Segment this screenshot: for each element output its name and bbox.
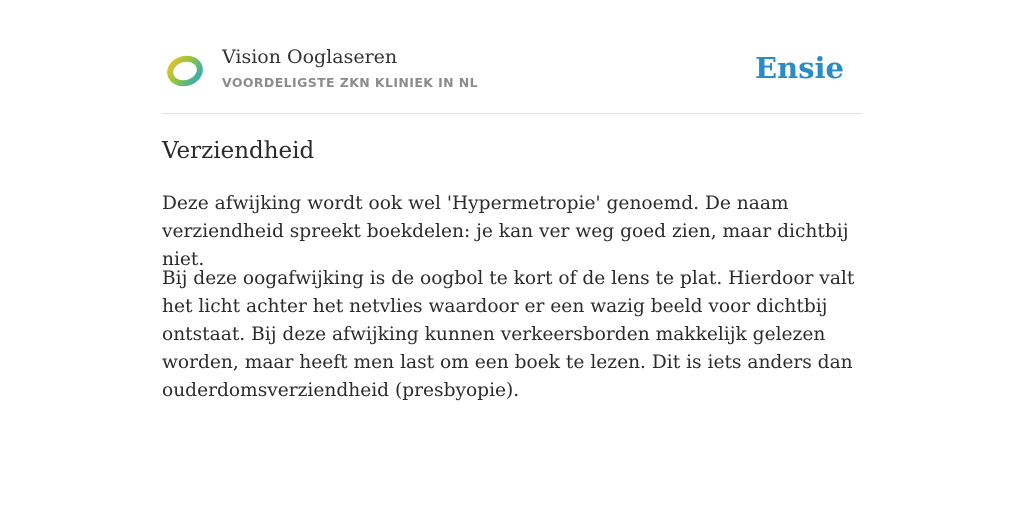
org-name[interactable]: Vision Ooglaseren	[222, 46, 398, 68]
brand-logo[interactable]: Ensie	[755, 51, 844, 85]
definition-paragraph: Bij deze oogafwijking is de oogbol te kort of de lens te plat. Hierdoor valt het licht achter het netvlies waardoor er een wazig beeld voor dichtbij ontstaat. Bij deze afwijking kunnen verkeersborden makkelijk gelezen worden, maar heeft men last om een boek te lezen. Dit is iets anders dan ouderdomsverziendheid (presbyopie).	[162, 268, 855, 401]
definition-paragraph: Deze afwijking wordt ook wel 'Hypermetropie' genoemd. De naam verziendheid spreekt boekdelen: je kan ver weg goed zien, maar dichtbij niet.	[162, 193, 849, 270]
entry-card	[162, 0, 862, 401]
entry-title: Verziendheid	[162, 138, 315, 164]
eye-ring-logo-icon[interactable]	[166, 54, 204, 88]
org-tagline: VOORDELIGSTE ZKN KLINIEK IN NL	[222, 75, 478, 90]
entry-header	[162, 0, 862, 114]
